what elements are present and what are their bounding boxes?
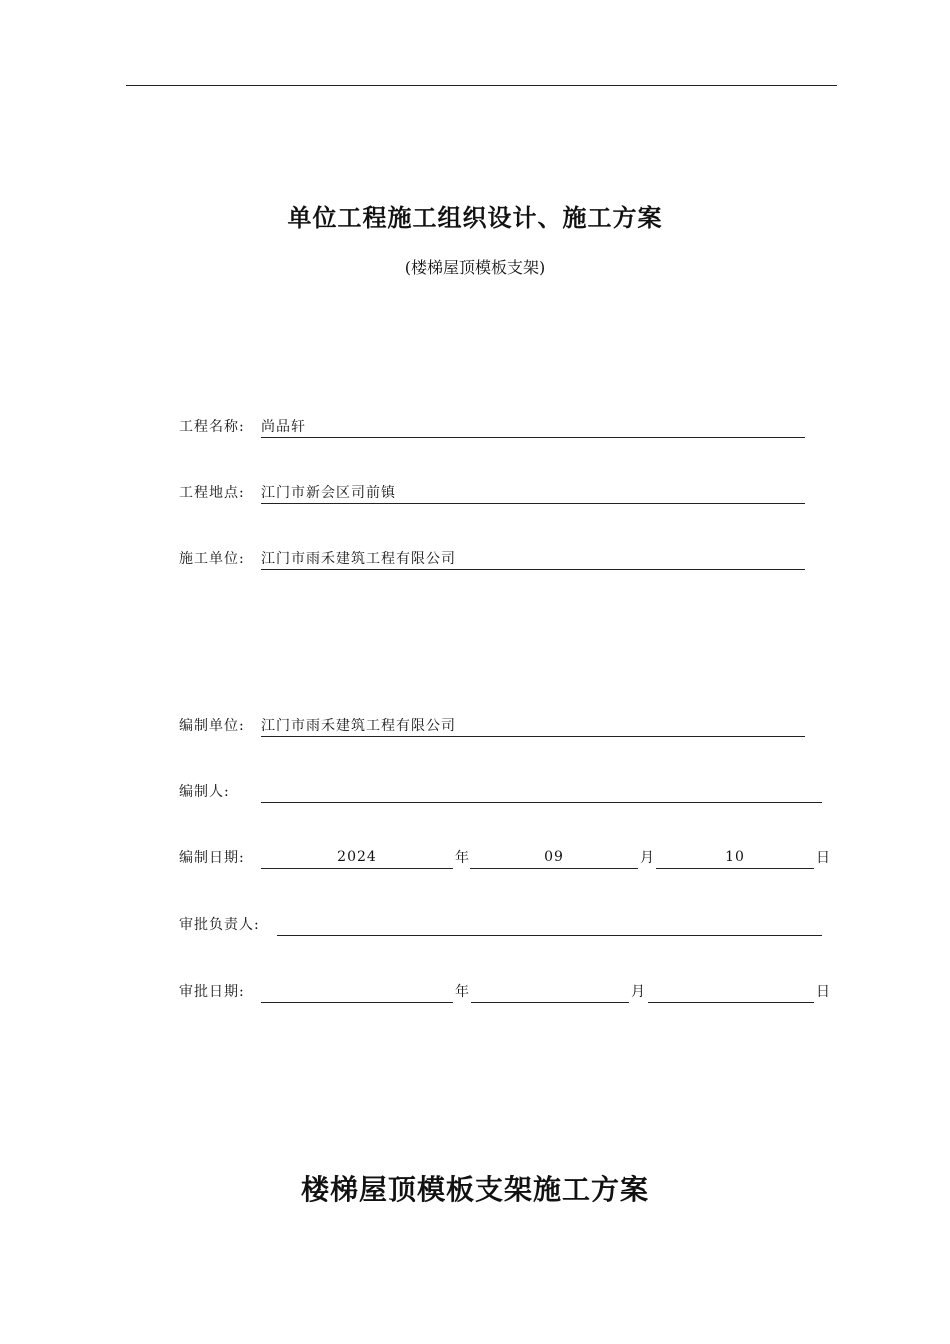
approval-date-row [179, 981, 839, 1003]
contractor-label: 施工单位: [179, 551, 245, 567]
compiler-field [179, 781, 824, 803]
project-location-value: 江门市新会区司前镇 [261, 482, 805, 504]
page-subtitle: (楼梯屋顶模板支架) [404, 258, 546, 277]
compile-month-value: 09 [470, 849, 638, 869]
approval-day-unit: 日 [816, 984, 831, 1000]
compiler-value [261, 783, 822, 803]
compile-month-unit: 月 [640, 850, 655, 866]
compile-date-label: 编制日期: [179, 850, 245, 866]
approver-label: 审批负责人: [179, 917, 260, 933]
project-location-field [179, 482, 807, 504]
approval-year-unit: 年 [455, 984, 470, 1000]
compile-day-value: 10 [656, 849, 814, 869]
approval-year-value [261, 983, 453, 1003]
compile-year-unit: 年 [455, 850, 470, 866]
compile-day-unit: 日 [816, 850, 831, 866]
compile-year-value: 2024 [261, 849, 453, 869]
project-name-label: 工程名称: [179, 419, 245, 435]
header-rule [126, 85, 837, 86]
compile-unit-value: 江门市雨禾建筑工程有限公司 [261, 715, 805, 737]
approval-month-unit: 月 [631, 984, 646, 1000]
approver-field [179, 914, 824, 936]
compile-date-row [179, 847, 839, 869]
page-title: 单位工程施工组织设计、施工方案 [287, 203, 663, 232]
approval-day-value [648, 983, 814, 1003]
approval-date-label: 审批日期: [179, 984, 245, 1000]
approval-month-value [471, 983, 629, 1003]
project-name-value: 尚品轩 [261, 416, 805, 438]
contractor-value: 江门市雨禾建筑工程有限公司 [261, 548, 805, 570]
document-heading: 楼梯屋顶模板支架施工方案 [300, 1173, 649, 1206]
contractor-field [179, 548, 807, 570]
approver-value [277, 916, 822, 936]
compile-unit-field [179, 715, 807, 737]
project-name-field [179, 416, 807, 438]
compile-unit-label: 编制单位: [179, 718, 245, 734]
project-location-label: 工程地点: [179, 485, 245, 501]
compiler-label: 编制人: [179, 784, 230, 800]
